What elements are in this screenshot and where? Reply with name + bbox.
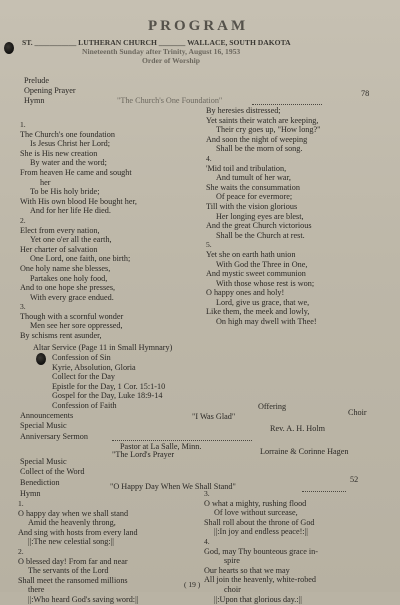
- hymn-line: Is Jesus Christ her Lord;: [30, 139, 111, 149]
- hymn-label-1: Hymn: [24, 96, 45, 105]
- hymn-line: The servants of the Lord: [28, 566, 109, 576]
- pastor-line: Pastor at La Salle, Minn.: [120, 442, 202, 451]
- altar-heading: Altar Service (Page 11 in Small Hymnary): [33, 343, 173, 352]
- announcements: Announcements: [20, 411, 74, 420]
- hymn-line: And for her life He died.: [30, 206, 111, 216]
- special-music-2-title: "The Lord's Prayer: [112, 450, 175, 459]
- verse-number: 3.: [204, 489, 210, 498]
- opening-prayer: Opening Prayer: [24, 86, 76, 95]
- hymn-line: From heaven He came and sought: [20, 167, 132, 177]
- hymn-line: ||:Upon that glorious day.:||: [214, 594, 302, 604]
- hymn-line: She waits the consummation: [206, 182, 300, 192]
- hymn-line: O blessed day! From far and near: [18, 556, 128, 566]
- hymn-line: Partakes one holy food,: [30, 273, 108, 283]
- verse-number: 2.: [20, 215, 26, 225]
- prelude: Prelude: [24, 76, 50, 85]
- page-number: ( 19 ): [184, 580, 201, 589]
- choir: Choir: [348, 408, 367, 417]
- hymn-line: And to one hope she presses,: [20, 283, 116, 293]
- hymn-title-1: "The Church's One Foundation": [117, 96, 223, 105]
- benediction: Benediction: [20, 478, 60, 487]
- hymn-line: With His own blood He bought her,: [20, 196, 137, 206]
- hymn-line: her: [40, 177, 51, 187]
- date-line: Nineteenth Sunday after Trinity, August 16, 1953: [82, 47, 241, 56]
- special-music-2-performers: Lorraine & Corinne Hagen: [260, 447, 349, 456]
- hymn-number-2: 52: [350, 475, 359, 484]
- hymn-line: By schisms rent asunder,: [20, 331, 102, 341]
- hymn-line: With those whose rest is won;: [216, 278, 315, 288]
- hymn-line: 'Mid toil and tribulation,: [206, 163, 287, 173]
- hymn-line: ||:Who heard God's saving word:||: [28, 594, 139, 604]
- verse-number: 1.: [18, 499, 24, 508]
- hymn-number-1: 78: [361, 89, 370, 98]
- hymn-line: One holy name she blesses,: [20, 263, 111, 273]
- anniversary-sermon: Anniversary Sermon: [20, 432, 88, 441]
- altar-item: Confession of Sin: [52, 353, 111, 362]
- hymn-line: Her longing eyes are blest,: [216, 211, 304, 221]
- dotted-leader: [112, 432, 252, 441]
- hymn-line: And tumult of her war,: [216, 173, 291, 183]
- hymn-line: Our hearts so that we may: [204, 565, 290, 575]
- altar-items: [52, 353, 165, 411]
- punch-hole-top: [4, 42, 14, 54]
- hymn-line: All join the heavenly, white-robed: [204, 575, 317, 585]
- program-title: PROGRAM: [148, 18, 249, 34]
- altar-item: Confession of Faith: [52, 400, 117, 410]
- punch-hole-middle: [36, 353, 46, 365]
- hymn-line: spire: [224, 556, 240, 566]
- hymn-line: Like them, the meek and lowly,: [206, 307, 310, 317]
- hymn-line: Though with a scornful wonder: [20, 311, 124, 321]
- hymn-line: One Lord, one faith, one birth;: [30, 254, 131, 264]
- hymn-line: Of love without surcease,: [214, 508, 298, 518]
- hymn-line: Shall meet the ransomed millions: [18, 575, 128, 585]
- hymn-title-2: "O Happy Day When We Shall Stand": [110, 482, 236, 491]
- dotted-leader: [252, 96, 322, 105]
- hymn-label-2: Hymn: [20, 489, 41, 498]
- hymn-line: Elect from every nation,: [20, 225, 100, 235]
- hymn-line: there: [28, 585, 45, 595]
- hymn-line: God, may Thy bounteous grace in-: [204, 546, 318, 556]
- hymn-line: O what a mighty, rushing flood: [204, 498, 307, 508]
- hymn-line: To be His holy bride;: [30, 187, 100, 197]
- hymn1-right-column: [206, 106, 320, 327]
- verse-number: 1.: [20, 120, 26, 129]
- verse-number: 2.: [18, 546, 24, 556]
- order-of-worship: Order of Worship: [142, 56, 200, 65]
- altar-item: Gospel for the Day, Luke 18:9-14: [52, 391, 163, 401]
- special-music-title: "I Was Glad": [192, 412, 236, 421]
- altar-item: Epistle for the Day, 1 Cor. 15:1-10: [52, 381, 166, 391]
- hymn-line: Yet saints their watch are keeping,: [206, 115, 319, 125]
- hymn-line: She is His new creation: [20, 148, 98, 158]
- hymn-line: By heresies distressed;: [206, 106, 281, 115]
- verse-number: 5.: [206, 240, 212, 250]
- hymn-line: ||:In joy and endless peace!:||: [214, 527, 308, 537]
- hymn-line: Men see her sore oppressed,: [30, 321, 123, 331]
- hymn-line: And mystic sweet communion: [206, 269, 306, 279]
- hymn2-right-column: [204, 489, 318, 604]
- hymn-line: Yet one o'er all the earth,: [30, 235, 112, 245]
- hymn-line: Lord, give us grace, that we,: [216, 297, 310, 307]
- hymn-line: Their cry goes up, "How long?": [216, 125, 321, 135]
- hymn-line: Amid the heavenly throng,: [28, 518, 116, 528]
- hymn-line: Of peace for evermore;: [216, 192, 293, 202]
- hymn-line: Till with the vision glorious: [206, 201, 298, 211]
- hymn-line: Shall be the Church at rest.: [216, 230, 305, 240]
- special-music: Special Music: [20, 421, 67, 430]
- hymn-line: With God the Three in One,: [216, 259, 308, 269]
- altar-item: Kyrie, Absolution, Gloria: [52, 362, 136, 372]
- hymn-line: And soon the night of weeping: [206, 134, 308, 144]
- hymn-line: O happy day when we shall stand: [18, 508, 129, 518]
- verse-number: 3.: [20, 302, 26, 312]
- hymn-line: The Church's one foundation: [20, 129, 115, 139]
- verse-number: 4.: [204, 536, 210, 546]
- hymn-line: O happy ones and holy!: [206, 288, 285, 298]
- church-line: ST. ___________ LUTHERAN CHURCH _______ WALLACE, SOUTH DAKOTA: [22, 38, 291, 47]
- offering: Offering: [258, 402, 287, 411]
- hymn-line: choir: [224, 584, 241, 594]
- hymn-line: Her charter of salvation: [20, 244, 98, 254]
- hymn-line: And sing with hosts from every land: [18, 527, 138, 537]
- hymn2-left-column: [18, 499, 138, 605]
- hymn-line: Shall be the morn of song.: [216, 144, 303, 154]
- special-music-2: Special Music: [20, 457, 67, 466]
- hymn-line: On high may dwell with Thee!: [216, 317, 317, 327]
- preacher: Rev. A. H. Holm: [270, 424, 325, 433]
- hymn-line: By water and the word;: [30, 158, 107, 168]
- hymn-line: ||:The new celestial song:||: [28, 537, 114, 547]
- collect-of-word: Collect of the Word: [20, 467, 85, 476]
- hymn-line: With every grace endued.: [30, 292, 114, 302]
- altar-item: Collect for the Day: [52, 372, 115, 382]
- hymn-line: And the great Church victorious: [206, 221, 312, 231]
- verse-number: 4.: [206, 153, 212, 163]
- hymn-line: Shall roll about the throne of God: [204, 517, 315, 527]
- hymn1-left-column: [20, 120, 137, 341]
- hymn-line: Yet she on earth hath union: [206, 249, 296, 259]
